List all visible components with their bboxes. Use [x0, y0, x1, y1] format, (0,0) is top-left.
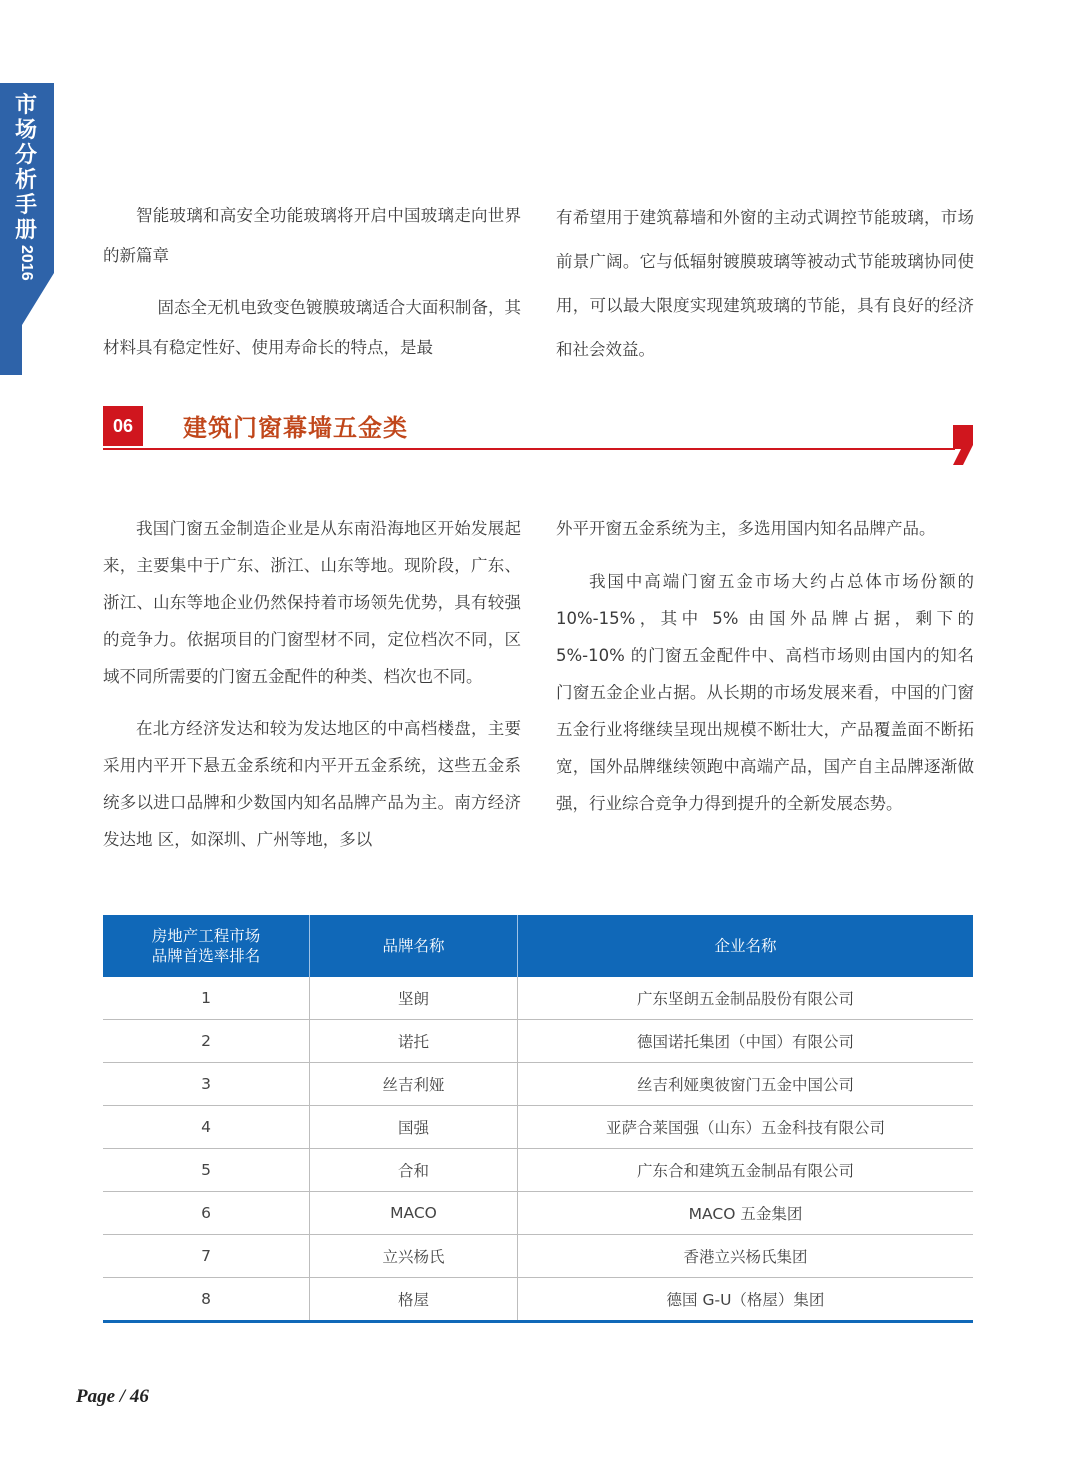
side-tab-year: 2016 [18, 245, 35, 281]
company-cell: 广东坚朗五金制品股份有限公司 [518, 977, 974, 1020]
section-end-mark-icon [949, 425, 975, 465]
rank-cell: 6 [103, 1192, 310, 1235]
intro-paragraph-2: 固态全无机电致变色镀膜玻璃适合大面积制备，其材料具有稳定性好、使用寿命长的特点，是最 [103, 298, 521, 357]
rank-cell: 1 [103, 977, 310, 1020]
intro-paragraph-1: 智能玻璃和高安全功能玻璃将开启中国玻璃走向世界的新篇章 [103, 206, 521, 265]
body-paragraph-3: 外平开窗五金系统为主，多选用国内知名品牌产品。 [556, 519, 936, 538]
rank-cell: 7 [103, 1235, 310, 1278]
section-header [103, 406, 973, 466]
company-cell: 亚萨合莱国强（山东）五金科技有限公司 [518, 1106, 974, 1149]
brand-cell: 合和 [310, 1149, 518, 1192]
table-row [103, 1063, 973, 1106]
table-row [103, 1235, 973, 1278]
table-row [103, 1278, 973, 1322]
header-rank: 房地产工程市场 品牌首选率排名 [103, 915, 310, 977]
brand-cell: 立兴杨氏 [310, 1235, 518, 1278]
table-row [103, 977, 973, 1020]
intro-right-column [556, 196, 974, 372]
body-right-column [556, 510, 974, 822]
table-row [103, 1192, 973, 1235]
intro-left-column [103, 196, 521, 368]
table-header-row [103, 915, 973, 977]
brand-cell: 丝吉利娅 [310, 1063, 518, 1106]
brand-ranking-table [103, 915, 973, 1323]
rank-cell: 2 [103, 1020, 310, 1063]
side-tab-title: 市场分析手册 [14, 93, 37, 243]
table-row [103, 1149, 973, 1192]
company-cell: 德国 G-U（格屋）集团 [518, 1278, 974, 1322]
body-paragraph-4: 我国中高端门窗五金市场大约占总体市场份额的 10%-15%，其中 5% 由国外品牌占据，剩下的 5%-10% 的门窗五金配件中、高档市场则由国内的知名门窗五金企业占据。从长期的市场发展来看，中国的门窗五金行业将继续呈现出规模不断壮大，产品覆盖面不断拓宽，国外品牌继续领跑中高端产品，国产自主品牌逐渐做强，行业综合竞争力得到提升的全新发展态势。 [556, 572, 974, 813]
company-cell: 德国诺托集团（中国）有限公司 [518, 1020, 974, 1063]
header-company: 企业名称 [518, 915, 974, 977]
brand-cell: 坚朗 [310, 977, 518, 1020]
section-number: 06 [103, 406, 143, 446]
brand-cell: 国强 [310, 1106, 518, 1149]
body-paragraph-2: 在北方经济发达和较为发达地区的中高档楼盘，主要采用内平开下悬五金系统和内平开五金系统，这些五金系统多以进口品牌和少数国内知名品牌产品为主。南方经济发达地 区，如深圳、广州等地，多以 [103, 719, 521, 849]
table-row [103, 1020, 973, 1063]
table-row [103, 1106, 973, 1149]
brand-cell: 诺托 [310, 1020, 518, 1063]
brand-cell: 格屋 [310, 1278, 518, 1322]
rank-cell: 5 [103, 1149, 310, 1192]
side-tab [0, 77, 54, 375]
company-cell: MACO 五金集团 [518, 1192, 974, 1235]
section-title: 建筑门窗幕墙五金类 [183, 414, 408, 442]
company-cell: 香港立兴杨氏集团 [518, 1235, 974, 1278]
rank-cell: 3 [103, 1063, 310, 1106]
rank-cell: 4 [103, 1106, 310, 1149]
body-left-column [103, 510, 521, 858]
body-paragraph-1: 我国门窗五金制造企业是从东南沿海地区开始发展起来，主要集中于广东、浙江、山东等地。现阶段，广东、浙江、山东等地企业仍然保持着市场领先优势，具有较强的竞争力。依据项目的门窗型材不同，定位档次不同，区域不同所需要的门窗五金配件的种类、档次也不同。 [103, 519, 521, 686]
page-number: Page / 46 [76, 1386, 149, 1407]
section-divider [103, 448, 955, 450]
intro-paragraph-3: 有希望用于建筑幕墙和外窗的主动式调控节能玻璃，市场前景广阔。它与低辐射镀膜玻璃等被动式节能玻璃协同使用，可以最大限度实现建筑玻璃的节能，具有良好的经济和社会效益。 [556, 208, 974, 359]
brand-cell: MACO [310, 1192, 518, 1235]
header-brand: 品牌名称 [310, 915, 518, 977]
company-cell: 丝吉利娅奥彼窗门五金中国公司 [518, 1063, 974, 1106]
rank-cell: 8 [103, 1278, 310, 1322]
company-cell: 广东合和建筑五金制品有限公司 [518, 1149, 974, 1192]
